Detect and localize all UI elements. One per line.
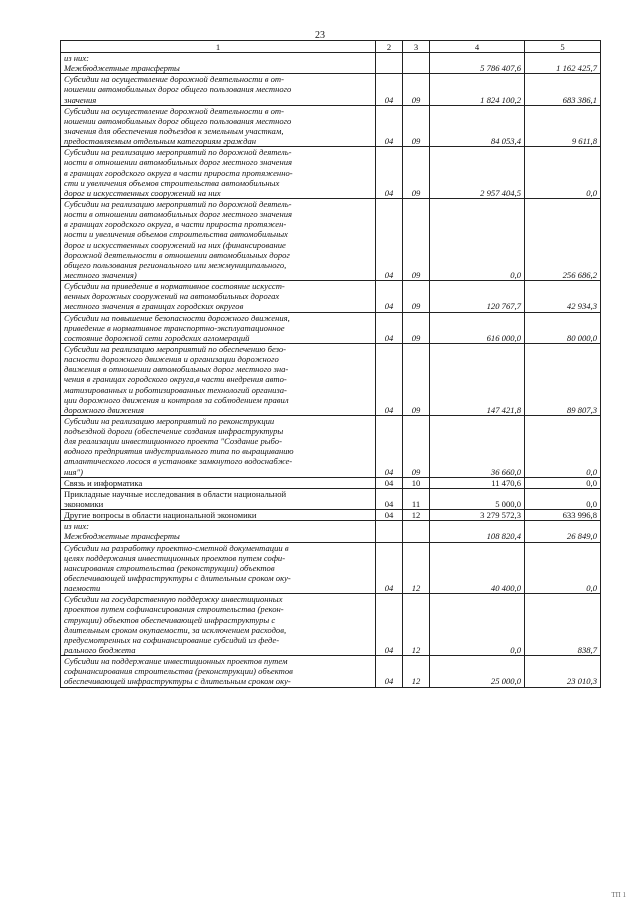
- table-row: [61, 594, 601, 656]
- row-section-cell: 04: [376, 312, 403, 343]
- row-section-cell: 04: [376, 74, 403, 105]
- row-value-cell: 0,0: [525, 542, 601, 594]
- row-value-cell: 0,0: [525, 147, 601, 199]
- header-cell: 3: [403, 41, 430, 53]
- header-cell: 5: [525, 41, 601, 53]
- header-cell: 4: [430, 41, 525, 53]
- row-subsection-cell: 12: [403, 594, 430, 656]
- row-value-cell: 0,0: [430, 198, 525, 280]
- row-name-cell: Субсидии на приведение в нормативное состояние искусст- венных дорожных сооружений на автомобильных дорогах местного значения в границах городских округов: [61, 281, 376, 312]
- row-section-cell: 04: [376, 542, 403, 594]
- header-cell: 2: [376, 41, 403, 53]
- table-row: [61, 510, 601, 521]
- row-value-cell: 2 957 404,5: [430, 147, 525, 199]
- row-section-cell: 04: [376, 198, 403, 280]
- table-row: [61, 488, 601, 509]
- row-subsection-cell: [403, 53, 430, 74]
- row-name-cell: Субсидии на реализацию мероприятий по дорожной деятель- ности в отношении автомобильных дорог местного значения в границах городского округа в части прироста протяженно- сти и увеличения объемов строительства автомобильных дорог и искусственных сооружений на них: [61, 147, 376, 199]
- row-value-cell: 0,0: [430, 594, 525, 656]
- row-value-cell: 1 824 100,2: [430, 74, 525, 105]
- table-header-row: [61, 41, 601, 53]
- table-row: [61, 105, 601, 147]
- table-row: [61, 53, 601, 74]
- row-value-cell: 23 010,3: [525, 656, 601, 687]
- table-row: [61, 477, 601, 488]
- table-row: [61, 521, 601, 542]
- row-subsection-cell: 10: [403, 477, 430, 488]
- row-value-cell: 0,0: [525, 477, 601, 488]
- header-cell: 1: [61, 41, 376, 53]
- row-value-cell: 5 786 407,6: [430, 53, 525, 74]
- row-name-cell: Субсидии на реализацию мероприятий по дорожной деятель- ности в отношении автомобильных дорог местного значения в границах городского округа, в части прироста протяжен- ности и увеличения объемов строительства автомобильных дорог и искусственных сооружений на них (финансирование дорожной деятельности в отношении автомобильных дорог общего пользования регионального или межмуниципального, местного значения): [61, 198, 376, 280]
- row-name-cell: из них: Межбюджетные трансферты: [61, 53, 376, 74]
- row-section-cell: [376, 53, 403, 74]
- row-name-cell: Субсидии на реализацию мероприятий по реконструкции подъездной дороги (обеспечение создания инфраструктуры для реализации инвестиционного проекта "Создание рыбо- водного предприятия индустриального типа по выращиванию атлантического лосося в установке замкнутого водоснабже- ния"): [61, 415, 376, 477]
- row-name-cell: из них: Межбюджетные трансферты: [61, 521, 376, 542]
- table-row: [61, 147, 601, 199]
- row-section-cell: 04: [376, 656, 403, 687]
- row-value-cell: 84 053,4: [430, 105, 525, 147]
- row-value-cell: 80 000,0: [525, 312, 601, 343]
- row-value-cell: 40 400,0: [430, 542, 525, 594]
- row-value-cell: 36 660,0: [430, 415, 525, 477]
- row-subsection-cell: 09: [403, 415, 430, 477]
- table-row: [61, 542, 601, 594]
- row-value-cell: 9 611,8: [525, 105, 601, 147]
- row-subsection-cell: 09: [403, 281, 430, 312]
- table-row: [61, 312, 601, 343]
- row-value-cell: 838,7: [525, 594, 601, 656]
- row-subsection-cell: [403, 521, 430, 542]
- row-value-cell: 616 000,0: [430, 312, 525, 343]
- row-subsection-cell: 09: [403, 74, 430, 105]
- row-section-cell: 04: [376, 594, 403, 656]
- row-value-cell: 5 000,0: [430, 488, 525, 509]
- row-subsection-cell: 12: [403, 656, 430, 687]
- row-section-cell: 04: [376, 281, 403, 312]
- row-subsection-cell: 09: [403, 312, 430, 343]
- footer-mark: ТП 1: [611, 891, 626, 899]
- row-section-cell: 04: [376, 105, 403, 147]
- row-name-cell: Субсидии на осуществление дорожной деятельности в от- ношении автомобильных дорог общего пользования местного значения: [61, 74, 376, 105]
- row-subsection-cell: 12: [403, 542, 430, 594]
- row-section-cell: 04: [376, 488, 403, 509]
- table-row: [61, 415, 601, 477]
- table-row: [61, 74, 601, 105]
- row-subsection-cell: 09: [403, 105, 430, 147]
- row-value-cell: 108 820,4: [430, 521, 525, 542]
- row-value-cell: 683 386,1: [525, 74, 601, 105]
- row-section-cell: 04: [376, 477, 403, 488]
- row-name-cell: Связь и информатика: [61, 477, 376, 488]
- row-name-cell: Субсидии на поддержание инвестиционных проектов путем софинансирования строительства (реконструкции) объектов обеспечивающей инфраструктуры с длительным сроком оку-: [61, 656, 376, 687]
- row-subsection-cell: 12: [403, 510, 430, 521]
- row-value-cell: 0,0: [525, 415, 601, 477]
- page-number: 23: [315, 30, 325, 41]
- row-name-cell: Субсидии на повышение безопасности дорожного движения, приведение в нормативное транспортно-эксплуатационное состояние дорожной сети городских агломераций: [61, 312, 376, 343]
- row-value-cell: 11 470,6: [430, 477, 525, 488]
- row-value-cell: 42 934,3: [525, 281, 601, 312]
- table-row: [61, 343, 601, 415]
- table-row: [61, 198, 601, 280]
- row-subsection-cell: 09: [403, 147, 430, 199]
- row-value-cell: 120 767,7: [430, 281, 525, 312]
- budget-table: [60, 40, 601, 688]
- row-value-cell: 3 279 572,3: [430, 510, 525, 521]
- row-name-cell: Прикладные научные исследования в области национальной экономики: [61, 488, 376, 509]
- row-value-cell: 256 686,2: [525, 198, 601, 280]
- row-section-cell: 04: [376, 343, 403, 415]
- row-name-cell: Субсидии на реализацию мероприятий по обеспечению безо- пасности дорожного движения и организации дорожного движения в отношении автомобильных дорог местного зна- чения в границах городского округа,в части внедрения авто- матизированных и роботизированных технологий организа- ции дорожного движения и контроля за соблюдением правил дорожного движения: [61, 343, 376, 415]
- row-value-cell: 633 996,8: [525, 510, 601, 521]
- row-name-cell: Субсидии на осуществление дорожной деятельности в от- ношении автомобильных дорог общего пользования местного значения для обеспечения подъездов к земельным участкам, предоставляемым отдельным категориям граждан: [61, 105, 376, 147]
- row-value-cell: 89 807,3: [525, 343, 601, 415]
- table-row: [61, 656, 601, 687]
- row-name-cell: Субсидии на государственную поддержку инвестиционных проектов путем софинансирования строительства (рекон- струкции) объектов обеспечивающей инфраструктуры с длительным сроком окупаемости, за исключением расходов, предусмотренных на софинансирование субсидий из феде- рального бюджета: [61, 594, 376, 656]
- row-value-cell: 147 421,8: [430, 343, 525, 415]
- row-subsection-cell: 09: [403, 343, 430, 415]
- row-name-cell: Субсидии на разработку проектно-сметной документации в целях поддержания инвестиционных проектов путем софи- нансирования строительства (реконструкции) объектов обеспечивающей инфраструктуры с длительным сроком оку- паемости: [61, 542, 376, 594]
- row-name-cell: Другие вопросы в области национальной экономики: [61, 510, 376, 521]
- row-value-cell: 1 162 425,7: [525, 53, 601, 74]
- row-subsection-cell: 11: [403, 488, 430, 509]
- row-section-cell: [376, 521, 403, 542]
- row-section-cell: 04: [376, 510, 403, 521]
- row-value-cell: 25 000,0: [430, 656, 525, 687]
- row-value-cell: 0,0: [525, 488, 601, 509]
- table-row: [61, 281, 601, 312]
- row-section-cell: 04: [376, 415, 403, 477]
- row-subsection-cell: 09: [403, 198, 430, 280]
- row-section-cell: 04: [376, 147, 403, 199]
- row-value-cell: 26 849,0: [525, 521, 601, 542]
